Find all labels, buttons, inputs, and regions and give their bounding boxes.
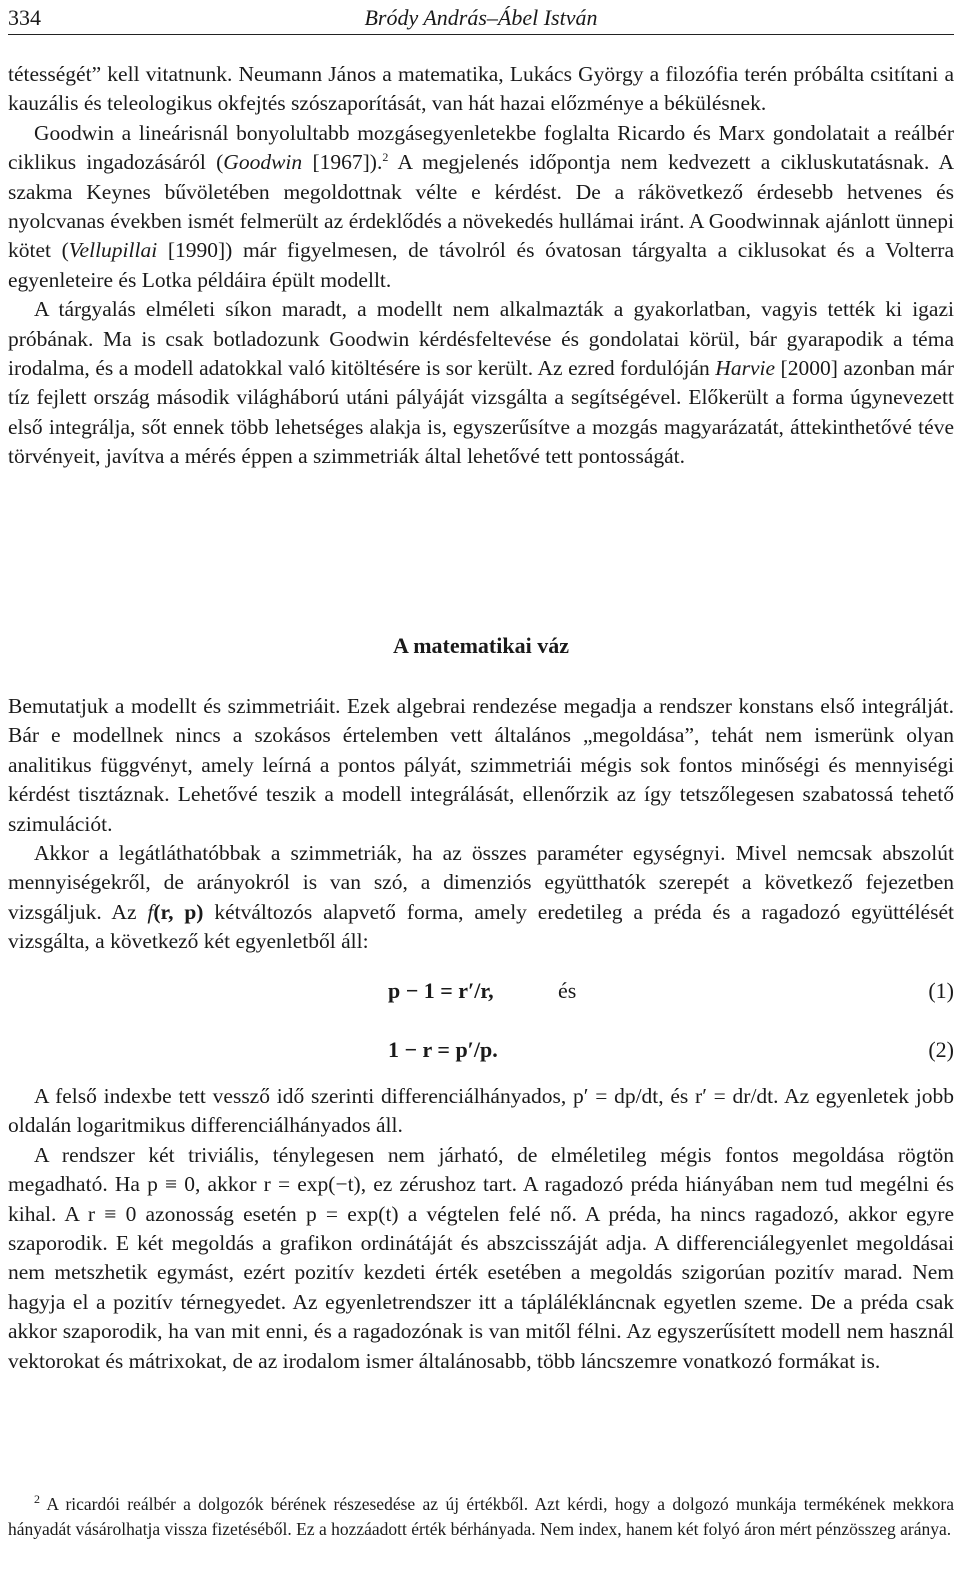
equation-expression: p − 1 = r′/r, [388, 978, 494, 1003]
footnote-text: $^2$ A ricardói reálbér a dolgozók bérének részesedése az új értékből. Azt kérdi, hogy a dolgozó munkája termékének mekkora hányadát vásárolhatja vissza fizetéséből. Ez a hozzáadott érték bérhányada. Nem index, hanem két folyó áron mért pénzösszeg aránya. [8, 1492, 954, 1539]
running-title: Bródy András–Ábel István [364, 5, 598, 30]
paragraph: Bemutatjuk a modellt és szimmetriáit. Ezek algebrai rendezése megadja a rendszer konstans első integrálját. Bár e modellnek nincs a szokásos értelemben vett általános „megoldása”, tehát nem ismerünk olyan analitikus függvényt, amely leírná a pontos pályát, szimmetriái mégis sok fontos minőségi és mennyiségi kérdést tisztáznak. Lehetővé teszik a modell integrálását, ellenőrzik az így tetszőlegesen szabatossá tehető szimulációt. [8, 694, 954, 836]
equation-2 [8, 1037, 954, 1067]
paragraph: A tárgyalás elméleti síkon maradt, a modellt nem alkalmazták a gyakorlatban, vagyis tették ki igazi próbának. Ma is csak botladozunk Goodwin kérdésfeltevése és gondolatai körül, bár gyarapodik a téma irodalma, és a modell adatokkal való kitöltésére is sor került. Az ezred fordulóján Harvie [2000] azonban már tíz fejlett ország második világháború utáni pályáját vizsgálta a segítségével. Előkerült a forma úgynevezett első integrálja, sőt ennek több lehetséges alakja is, egyszerűsítve a mozgás magyarázatát, áttekinthetővé téve törvényeit, javítva a mérés éppen a szimmetriák által lehetővé tett pontosságát. [8, 297, 955, 469]
equation-connector: és [558, 978, 577, 1003]
citation: Goodwin [223, 150, 303, 175]
paragraph: A felső indexbe tett vessző idő szerinti differenciálhányados, p′ = dp/dt, és r′ = dr/dt. Az egyenletek jobb oldalán logaritmikus differenciálhányados áll. [8, 1084, 954, 1138]
equation-number: (1) [928, 978, 954, 1003]
text-block-math [8, 692, 954, 957]
text-block-solutions [8, 1082, 954, 1376]
section-heading: A matematikai váz [393, 633, 569, 658]
paragraph: A rendszer két triviális, ténylegesen nem járható, de elméletileg mégis fontos megoldása rögtön megadható. Ha p ≡ 0, akkor r = exp(−t), ez zérushoz tart. A ragadozó préda hiányában nem tud megélni és kihal. A r ≡ 0 azonosság esetén p = exp(t) a végtelen felé nő. A préda, ha nincs ragadozó, akkor egyre szaporodik. E két megoldás a grafikon ordinátáját és abszcisszáját adja. A differenciálegyenlet megoldásai nem metszhetik egymást, ezért pozitív kezdeti érték esetében a megoldás szigorúan pozitív marad. Nem hagyja el a pozitív térnegyedet. Az egyenletrendszer itt a táplálékláncnak egyetlen szeme. De a préda csak akkor szaporodik, ha van mit enni, és a ragadozónak is van mitől félni. Az egyszerűsített modell nem használ vektorokat és mátrixokat, de az irodalom ismer általánosabb, több láncszemre vonatkozó formákat is. [8, 1142, 954, 1373]
citation: Harvie [715, 356, 775, 381]
running-header [8, 4, 954, 35]
equation-number: (2) [928, 1037, 954, 1062]
page-number: 334 [8, 5, 41, 30]
function-symbol: f [147, 899, 154, 924]
footnote [8, 1492, 954, 1542]
equation-expression: 1 − r = p′/p. [388, 1037, 498, 1062]
equation-1 [8, 978, 954, 1008]
footnote-mark: 2 [34, 1492, 40, 1507]
paragraph: Akkor a legátláthatóbbak a szimmetriák, ha az összes paraméter egységnyi. Mivel nemcsak abszolút mennyiségekről, de arányokról is van szó, a dimenziós együtthatók szerepét a következő fejezetben vizsgáljuk. Az f(r, p) kétváltozós alapvető forma, amely eredetileg a préda és a ragadozó együttélését vizsgálta, a következő két egyenletből áll: [8, 841, 954, 954]
paragraph: tétességét” kell vitatnunk. Neumann János a matematika, Lukács György a filozófia terén próbálta csitítani a kauzális és teleologikus okfejtés szószaporítását, van hát hazai előzménye a békülésnek. [8, 62, 954, 116]
footnote-ref: 2 [382, 150, 389, 165]
text-block-intro [8, 60, 954, 472]
paragraph: Goodwin a lineárisnál bonyolultabb mozgásegyenletekbe foglalta Ricardo és Marx gondolatait a reálbér ciklikus ingadozásáról (Goodwin [1967]).$^2$ A megjelenés időpontja nem kedvezett a cikluskutatásnak. A szakma Keynes bűvöletében megoldottnak vélte e kérdést. De a rákövetkező érdesebb hetvenes és nyolcvanas években ismét felmerült az érdeklődés a növekedés hullámai iránt. A Goodwinnak ajánlott ünnepi kötet (Vellupillai [1990]) már figyelmesen, de távolról és óvatosan tárgyalta a ciklusokat és a Volterra egyenleteire és Lotka példáira épült modellt. [8, 120, 954, 292]
citation: Vellupillai [68, 238, 158, 263]
